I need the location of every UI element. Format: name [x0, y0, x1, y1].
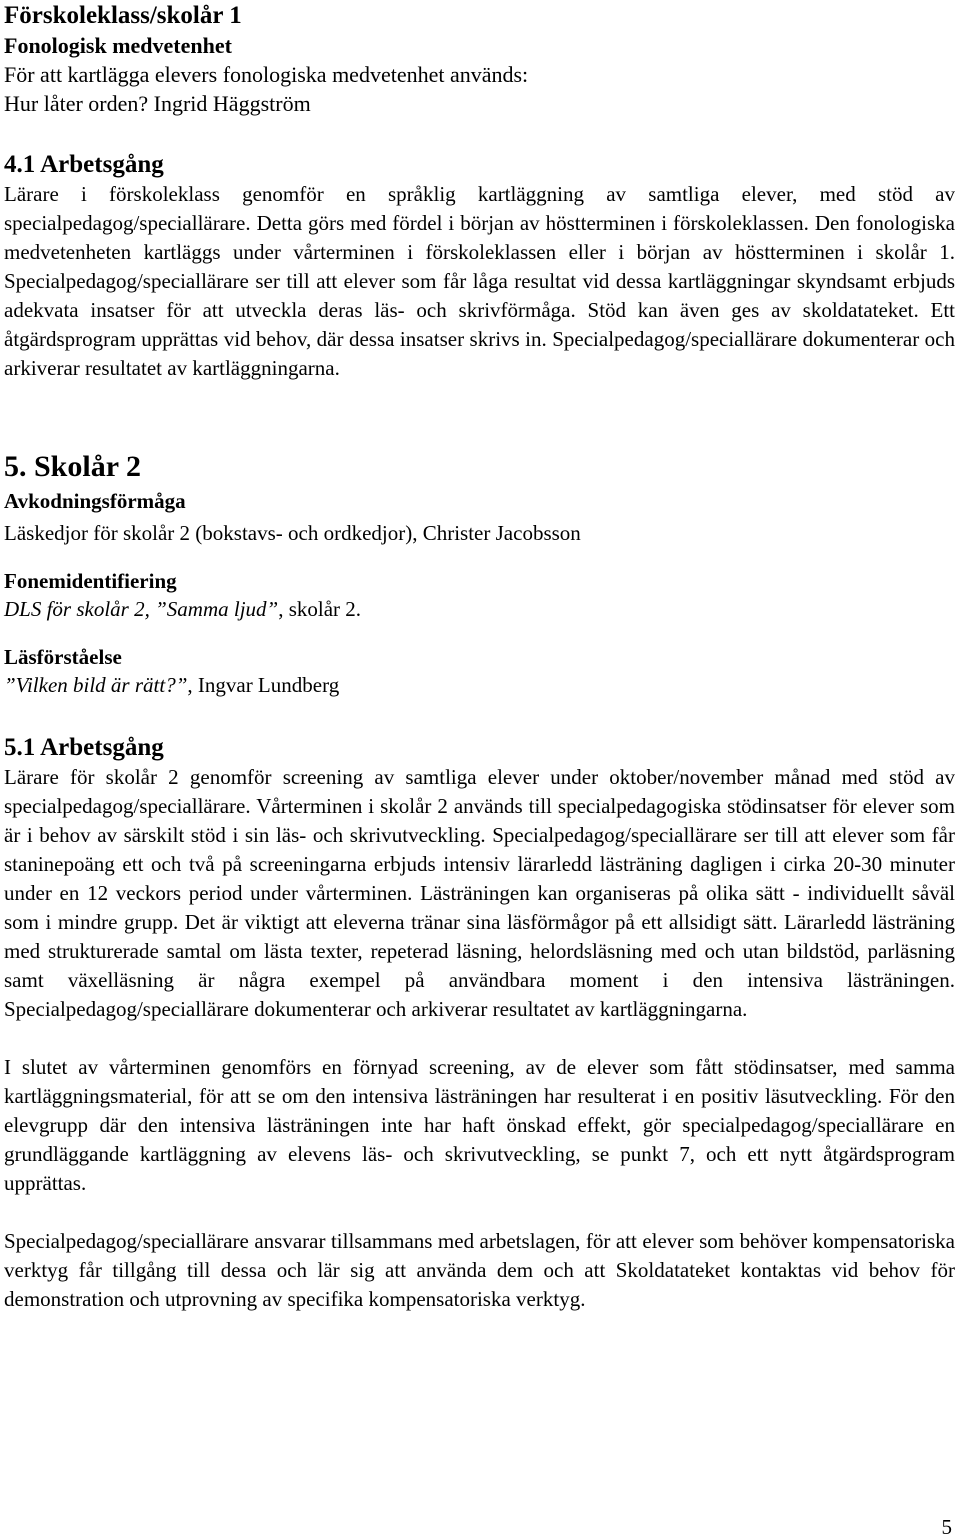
section-5-1-paragraph-1: Lärare för skolår 2 genomför screening av samtliga elever under oktober/november månad med stöd av specialpedagog/speciallärare. Vårterminen i skolår 2 används till specialpedagogiska stödinsatser för elever som är i behov av särskilt stöd i sin läs- och skrivutveckling. Specialpedagog/speciallärare ser till att elever som får staninepoäng ett och två på screeningarna erbjuds intensiv lärarledd lästräning dagligen i cirka 20-30 minuter under en 12 veckors period under vårterminen. Lästräningen kan organiseras på olika sätt - individuellt såväl som i mindre grupp. Det är viktigt att eleverna tränar sina läsförmågor på ett allsidigt sätt. Lärarledd lästräning med strukturerade samtal om lästa texter, repeterad läsning, helordsläsning med och utan bildstöd, parläsning samt växelläsning är några exempel på användbara moment i den intensiva lästräningen. Specialpedagog/speciallärare dokumenterar och arkiverar resultatet av kartläggningarna. — [4, 765, 955, 1021]
page-number: 5 — [941, 1515, 952, 1539]
fonem-rest: , skolår 2. — [278, 597, 362, 621]
section-5 — [4, 450, 955, 699]
fonem-italic: DLS för skolår 2, ”Samma ljud” — [4, 597, 279, 621]
intro-line-2: Hur låter orden? Ingrid Häggström — [4, 91, 311, 116]
section-4-1-paragraph: Lärare i förskoleklass genomför en språklig kartläggning av samtliga elever, med stöd av specialpedagog/speciallärare. Detta görs med fördel i början av höstterminen i förskoleklassen. Den fonologiska medvetenheten kartläggs under vårterminen i förskoleklassen eller i början av höstterminen i skolår 1. Specialpedagog/speciallärare ser till att elever som får låga resultat vid dessa kartläggningar skyndsamt erbjuds adekvata insatser för att utveckla deras läs- och skrivförmåga. Stöd kan även ges av skoldatateket. Ett åtgärdsprogram upprättas vid behov, där dessa insatser skrivs in. Specialpedagog/speciallärare dokumenterar och arkiverar resultatet av kartläggningarna. — [4, 182, 955, 380]
fonem-text — [4, 595, 955, 623]
las-italic: ”Vilken bild är rätt?” — [4, 673, 188, 697]
las-rest: , Ingvar Lundberg — [187, 673, 340, 697]
page-title: Förskoleklass/skolår 1 — [4, 2, 242, 29]
section-heading-4-1: 4.1 Arbetsgång — [4, 151, 164, 178]
section-heading-5-1: 5.1 Arbetsgång — [4, 734, 164, 761]
subtitle: Fonologisk medvetenhet — [4, 33, 232, 58]
section-5-1 — [4, 733, 955, 1314]
section-4-1 — [4, 150, 955, 383]
section-5-1-paragraph-2: I slutet av vårterminen genomförs en förnyad screening, av de elever som fått stödinsatser, med samma kartläggningsmaterial, för att se om den intensiva lästräningen har resulterat i en positiv läsutveckling. För den elevgrupp där den intensiva lästräningen inte har haft önskad effekt, gör specialpedagog/speciallärare en grundläggande kartläggning av elevens läs- och skrivutveckling, se punkt 7, och ett nytt åtgärdsprogram upprättas. — [4, 1055, 955, 1195]
intro-line-1: För att kartlägga elevers fonologiska medvetenhet används: — [4, 62, 529, 87]
header-block — [4, 1, 955, 118]
section-heading-5: 5. Skolår 2 — [4, 450, 141, 483]
fonem-heading: Fonemidentifiering — [4, 569, 177, 593]
avkodning-text: Läskedjor för skolår 2 (bokstavs- och ordkedjor), Christer Jacobsson — [4, 521, 581, 545]
avkodning-heading: Avkodningsförmåga — [4, 489, 186, 513]
las-text — [4, 671, 955, 699]
las-heading: Läsförståelse — [4, 645, 122, 669]
section-5-1-paragraph-3: Specialpedagog/speciallärare ansvarar tillsammans med arbetslagen, för att elever som behöver kompensatoriska verktyg får tillgång till dessa och lär sig att använda dem och att Skoldatateket kontaktas vid behov för demonstration och utprovning av specifika kompensatoriska verktyg. — [4, 1229, 955, 1311]
